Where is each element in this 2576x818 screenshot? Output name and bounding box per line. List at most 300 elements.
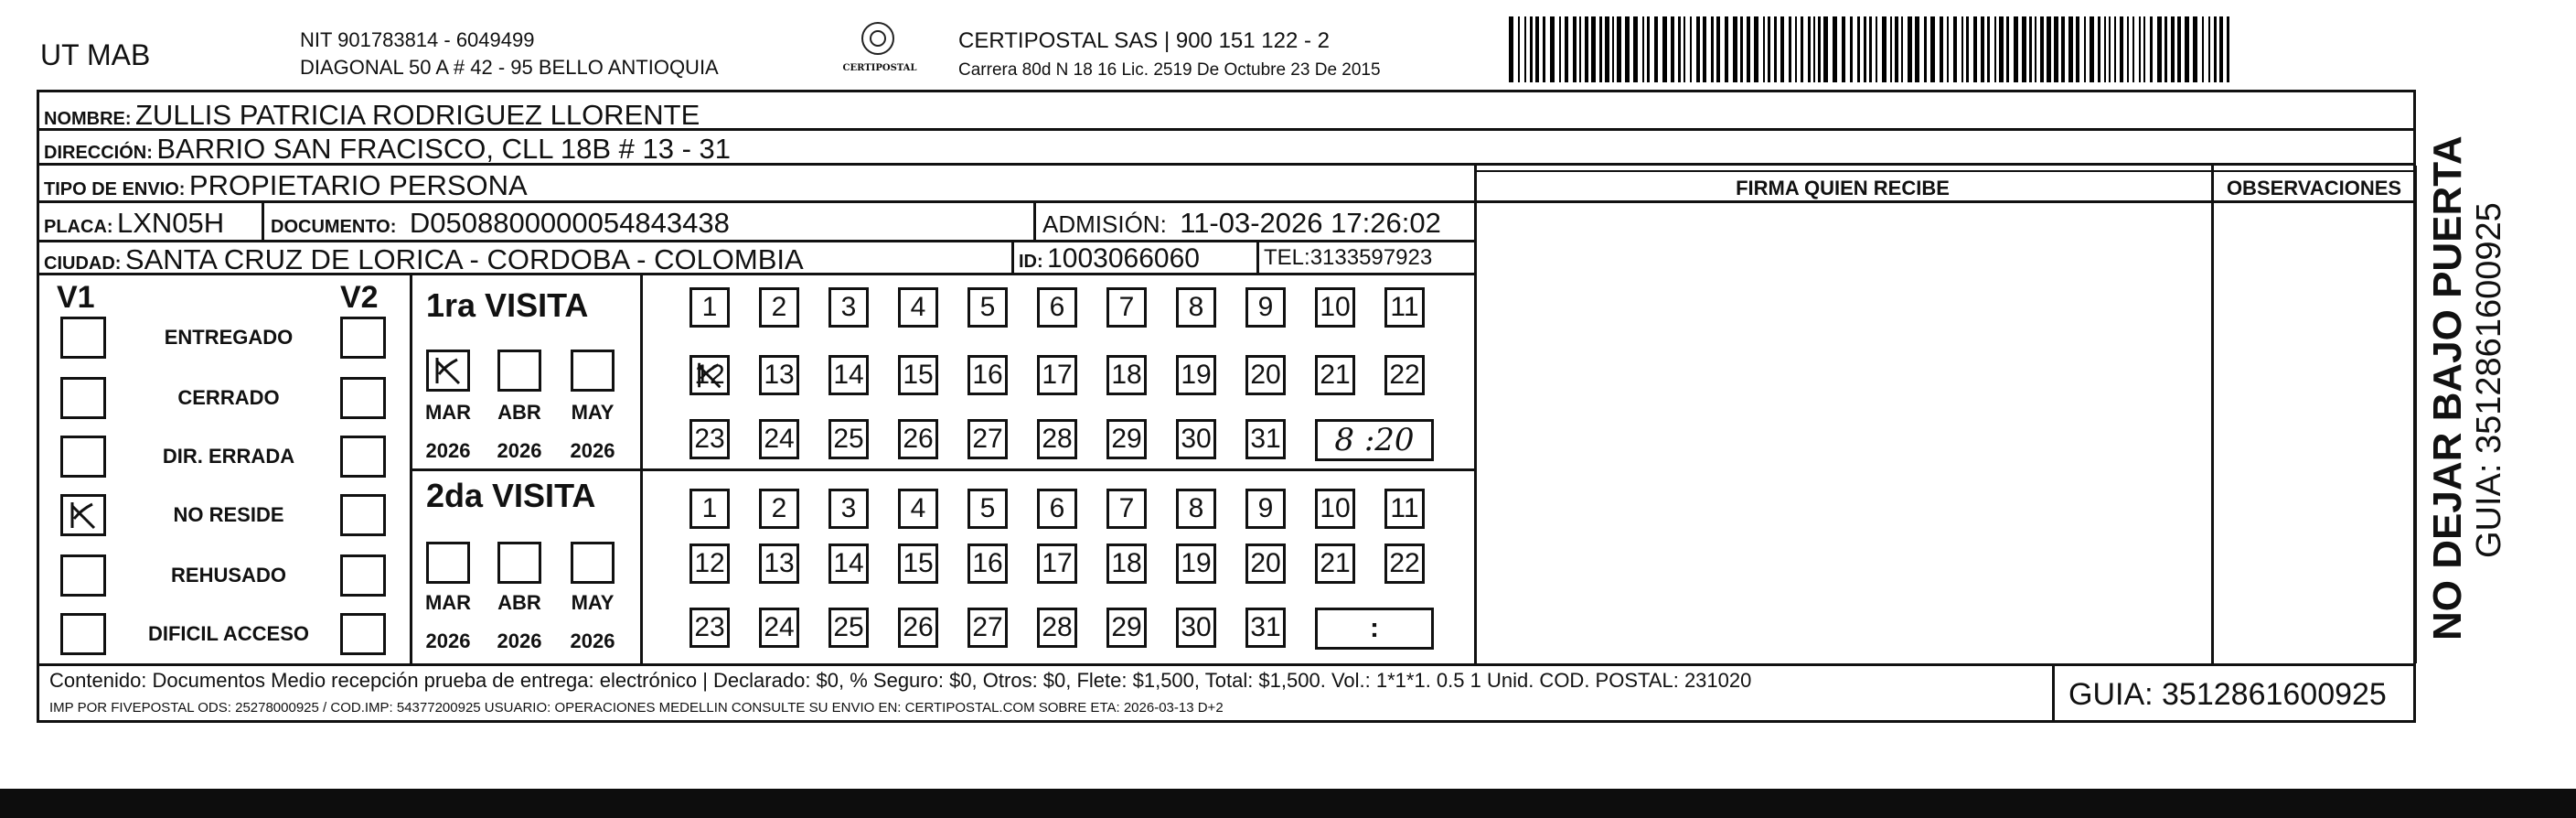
day-number: 30 [1181,424,1212,454]
barcode-bar [1842,16,1845,82]
day-number: 1 [701,493,718,523]
barcode-bar [2061,16,2065,82]
day-box[interactable] [828,419,869,459]
ciudad-value: SANTA CRUZ DE LORICA - CORDOBA - COLOMBIA [124,243,804,275]
second-visit-time[interactable] [1315,608,1434,650]
day-box[interactable] [1176,355,1216,395]
day-number: 19 [1181,548,1212,578]
v1-checkbox[interactable] [60,554,106,597]
barcode-bar [2177,16,2181,82]
day-box[interactable] [1106,419,1147,459]
barcode-bar [2076,16,2079,82]
barcode-bar [2219,16,2223,82]
barcode-bar [2090,16,2094,82]
year-label: 2026 [425,439,471,462]
day-number: 4 [910,493,926,523]
month-label: ABR [497,591,541,614]
barcode-bar [1795,16,1797,82]
day-box[interactable] [967,608,1008,648]
barcode-bar [1550,16,1555,82]
v2-header: V2 [340,280,379,315]
day-box[interactable] [1037,419,1077,459]
day-number: 13 [764,360,795,390]
day-box[interactable] [967,355,1008,395]
day-box[interactable] [1245,419,1286,459]
day-box[interactable] [1106,355,1147,395]
barcode-bar [1780,16,1784,82]
barcode-bar [2104,16,2106,82]
admision-row [1042,209,1441,237]
day-box[interactable] [1176,419,1216,459]
day-box[interactable] [898,608,938,648]
barcode-bar [1801,16,1803,82]
v1-checkbox[interactable] [60,613,106,655]
month-label: ABR [497,401,541,424]
time-value: 8 :20 [1334,422,1415,458]
barcode-bar [1518,16,1520,82]
day-number: 26 [903,612,934,642]
barcode-bar [1890,16,1892,82]
barcode-bar [1818,16,1821,82]
day-box[interactable] [898,355,938,395]
day-number: 17 [1042,360,1073,390]
status-label: DIR. ERRADA [162,445,295,468]
day-number: 18 [1111,548,1142,578]
day-number: 18 [1111,360,1142,390]
month-label: MAY [571,591,615,614]
v2-checkbox[interactable] [340,613,386,655]
barcode-bar [1895,16,1898,82]
day-box[interactable] [898,287,938,328]
direccion-value: BARRIO SAN FRACISCO, CLL 18B # 13 - 31 [156,133,732,165]
day-box[interactable] [759,608,799,648]
barcode-bar [1696,16,1700,82]
day-box[interactable] [1037,608,1077,648]
barcode [1507,13,2235,86]
barcode-bar [1940,16,1943,82]
day-box[interactable] [689,355,730,395]
day-number: 14 [833,360,864,390]
barcode-bar [2202,16,2204,82]
barcode-bar [2098,16,2100,82]
day-number: 12 [694,360,725,390]
day-box[interactable] [1176,287,1216,328]
contenido-text: Contenido: Documentos Medio recepción prueba de entrega: electrónico | Declarado: $0, % Seguro: $0, Otros: $0, Flete: $1,500, Total: $1,500. Vol.: 1*1*1. 0.5 1 Unid. COD. POSTAL: 231020 [49,669,1752,692]
barcode-bar [2127,16,2129,82]
barcode-bar [1642,16,1644,82]
barcode-bar [1591,16,1596,82]
day-number: 2 [771,493,787,523]
day-box[interactable] [759,489,799,529]
day-number: 9 [1257,493,1274,523]
day-number: 5 [979,493,996,523]
barcode-bar [2164,16,2167,82]
barcode-bar [1823,16,1828,82]
day-number: 27 [972,612,1003,642]
day-box[interactable] [828,287,869,328]
day-number: 24 [764,612,795,642]
day-box[interactable] [759,355,799,395]
day-number: 24 [764,424,795,454]
day-box[interactable] [1384,544,1425,584]
day-box[interactable] [898,544,938,584]
barcode-bar [1833,16,1837,82]
day-box[interactable] [1106,489,1147,529]
day-number: 8 [1188,493,1204,523]
day-box[interactable] [689,608,730,648]
barcode-bar [2014,16,2018,82]
barcode-bar [1864,16,1866,82]
barcode-bar [2109,16,2111,82]
barcode-bar [2132,16,2134,82]
barcode-bar [2084,16,2086,82]
day-number: 15 [903,360,934,390]
day-box[interactable] [689,489,730,529]
barcode-bar [1625,16,1630,82]
day-number: 31 [1250,612,1281,642]
day-box[interactable] [1315,287,1355,328]
barcode-bar [1612,16,1614,82]
day-number: 29 [1111,612,1142,642]
barcode-bar [2120,16,2123,82]
day-number: 20 [1250,548,1281,578]
day-box[interactable] [1106,544,1147,584]
barcode-bar [2193,16,2197,82]
barcode-bar [1930,16,1935,82]
barcode-bar [2185,16,2189,82]
placa-value: LXN05H [117,207,225,239]
barcode-bar [1808,16,1811,82]
barcode-bar [1725,16,1728,82]
day-number: 28 [1042,612,1073,642]
day-number: 16 [972,360,1003,390]
barcode-bar [1994,16,1996,82]
day-box[interactable] [898,489,938,529]
id-label: ID: [1019,252,1043,272]
day-box[interactable] [1384,355,1425,395]
v1-header: V1 [57,280,95,315]
day-box[interactable] [967,287,1008,328]
day-box[interactable] [828,355,869,395]
v1-checkbox[interactable] [60,377,106,419]
day-number: 8 [1188,292,1204,322]
sender-nit: NIT 901783814 - 6049499 [300,28,535,51]
day-number: 21 [1320,548,1351,578]
day-box[interactable] [759,419,799,459]
barcode-bar [1961,16,1963,82]
certipostal-logo [841,22,918,86]
v1-checkbox[interactable] [60,317,106,359]
day-box[interactable] [1384,489,1425,529]
tel-value: 3133597923 [1309,245,1433,270]
day-number: 12 [694,548,725,578]
day-box[interactable] [689,287,730,328]
barcode-bar [1924,16,1927,82]
v2-checkbox[interactable] [340,494,386,536]
id-row [1019,245,1200,273]
barcode-bar [2139,16,2141,82]
barcode-bar [1633,16,1638,82]
status-label: ENTREGADO [164,326,294,349]
barcode-bar [1711,16,1714,82]
side-guia-text: GUIA: 3512861600925 [2470,202,2508,558]
day-number: 6 [1049,292,1065,322]
day-box[interactable] [689,419,730,459]
month-checkbox[interactable] [426,350,470,392]
day-box[interactable] [1037,287,1077,328]
month-label: MAR [424,591,472,614]
barcode-bar [2068,16,2073,82]
day-number: 29 [1111,424,1142,454]
v2-checkbox[interactable] [340,436,386,478]
day-number: 25 [833,612,864,642]
day-number: 9 [1257,292,1274,322]
documento-label: DOCUMENTO: [271,217,397,237]
month-checkbox[interactable] [571,542,615,584]
day-box[interactable] [1176,608,1216,648]
day-number: 11 [1390,493,1419,523]
day-box[interactable] [759,287,799,328]
day-number: 10 [1320,493,1351,523]
barcode-bar [1901,16,1903,82]
day-box[interactable] [1245,355,1286,395]
direccion-label: DIRECCIÓN: [44,143,153,163]
barcode-bar [1768,16,1770,82]
sender-title: UT MAB [40,38,151,71]
v1-checkbox[interactable] [60,436,106,478]
documento-value: D0508800000054843438 [409,207,730,239]
tipo-envio-row [44,171,528,199]
day-number: 2 [771,292,787,322]
barcode-bar [1565,16,1568,82]
v2-checkbox[interactable] [340,377,386,419]
year-label: 2026 [570,439,615,462]
year-label: 2026 [497,630,542,652]
day-box[interactable] [1176,489,1216,529]
barcode-bar [1882,16,1887,82]
day-number: 26 [903,424,934,454]
time-value: : [1370,613,1379,643]
day-number: 13 [764,548,795,578]
logo-caption: CERTIPOSTAL [842,63,917,73]
year-label: 2026 [497,439,542,462]
direccion-row [44,135,731,163]
ciudad-row [44,245,804,274]
imp-text: IMP POR FIVEPOSTAL ODS: 25278000925 / COD.IMP: 54377200925 USUARIO: OPERACIONES MEDELLIN CONSULTE SU ENVIO EN: CERTIPOSTAL.COM SOBRE ETA: 2026-03-13 D+2 [49,700,1224,716]
day-number: 28 [1042,424,1073,454]
barcode-bar [1678,16,1681,82]
status-label: DIFICIL ACCESO [147,622,309,645]
guia-box: GUIA: 3512861600925 [2068,677,2387,712]
status-label: NO RESIDE [173,503,284,526]
status-label: REHUSADO [171,564,286,587]
day-box[interactable] [1384,287,1425,328]
day-number: 11 [1390,292,1419,322]
barcode-bar [1524,16,1526,82]
barcode-bar [2143,16,2145,82]
barcode-bar [2035,16,2036,82]
day-box[interactable] [1106,608,1147,648]
day-number: 4 [910,292,926,322]
month-checkbox[interactable] [497,542,541,584]
day-number: 31 [1250,424,1281,454]
barcode-bar [1559,16,1561,82]
month-label: MAY [571,401,615,424]
barcode-bar [1953,16,1957,82]
year-label: 2026 [425,630,471,652]
barcode-bar [1647,16,1650,82]
day-box[interactable] [1315,355,1355,395]
barcode-bar [2029,16,2032,82]
day-number: 22 [1389,360,1420,390]
day-number: 6 [1049,493,1065,523]
day-box[interactable] [1245,489,1286,529]
day-number: 17 [1042,548,1073,578]
barcode-bar [1617,16,1621,82]
day-number: 16 [972,548,1003,578]
barcode-bar [1683,16,1685,82]
day-number: 23 [694,612,725,642]
day-number: 3 [840,292,857,322]
nombre-label: NOMBRE: [44,109,132,129]
barcode-bar [2040,16,2044,82]
day-box[interactable] [689,544,730,584]
barcode-bar [1850,16,1853,82]
month-checkbox[interactable] [497,350,541,392]
barcode-bar [2171,16,2175,82]
barcode-bar [1585,16,1588,82]
day-number: 14 [833,548,864,578]
day-box[interactable] [1315,544,1355,584]
barcode-bar [1789,16,1791,82]
day-number: 5 [979,292,996,322]
tel-label: TEL: [1264,245,1310,270]
v1-checkbox[interactable] [60,494,106,536]
barcode-bar [1869,16,1872,82]
barcode-bar [1509,16,1513,82]
barcode-bar [2214,16,2217,82]
day-box[interactable] [1245,287,1286,328]
day-number: 15 [903,548,934,578]
documento-row [271,209,730,237]
day-box[interactable] [759,544,799,584]
barcode-bar [1747,16,1750,82]
barcode-bar [1530,16,1533,82]
day-number: 30 [1181,612,1212,642]
barcode-bar [2227,16,2229,82]
barcode-bar [1987,16,1990,82]
barcode-bar [1543,16,1545,82]
barcode-bar [1813,16,1815,82]
first-visit-time[interactable] [1315,419,1434,461]
barcode-bar [1876,16,1877,82]
day-number: 1 [701,292,718,322]
barcode-bar [1573,16,1577,82]
barcode-bar [2054,16,2058,82]
no-dejar-text: NO DEJAR BAJO PUERTA [2425,135,2470,640]
signature-area[interactable] [1477,203,2211,663]
day-number: 3 [840,493,857,523]
barcode-bar [2047,16,2051,82]
ciudad-label: CIUDAD: [44,253,122,274]
nombre-row [44,101,700,129]
day-box[interactable] [1245,544,1286,584]
barcode-bar [1690,16,1692,82]
day-box[interactable] [1315,489,1355,529]
day-check-mark [692,358,727,393]
barcode-bar [1535,16,1539,82]
day-number: 10 [1320,292,1351,322]
day-box[interactable] [1245,608,1286,648]
month-label: MAR [424,401,472,424]
tipo-envio-label: TIPO DE ENVIO: [44,179,186,199]
admision-value: 11-03-2026 17:26:02 [1180,207,1441,239]
year-label: 2026 [570,630,615,652]
day-number: 23 [694,424,725,454]
barcode-bar [1671,16,1674,82]
day-number: 27 [972,424,1003,454]
observations-area[interactable] [2214,203,2414,663]
sender-address: DIAGONAL 50 A # 42 - 95 BELLO ANTIOQUIA [300,56,719,79]
firma-label: FIRMA QUIEN RECIBE [1736,177,1950,199]
day-box[interactable] [1176,544,1216,584]
day-number: 22 [1389,548,1420,578]
barcode-bar [1716,16,1720,82]
tipo-envio-value: PROPIETARIO PERSONA [188,169,528,201]
day-box[interactable] [1037,489,1077,529]
month-checkbox[interactable] [426,542,470,584]
barcode-bar [1763,16,1765,82]
day-box[interactable] [828,544,869,584]
day-box[interactable] [898,419,938,459]
barcode-bar [1654,16,1658,82]
day-box[interactable] [967,419,1008,459]
placa-row [44,209,224,237]
barcode-bar [1966,16,1969,82]
barcode-bar [1857,16,1860,82]
barcode-bar [1947,16,1949,82]
nombre-value: ZULLIS PATRICIA RODRIGUEZ LLORENTE [135,99,700,131]
barcode-bar [1703,16,1706,82]
placa-label: PLACA: [44,217,113,237]
barcode-bar [2157,16,2162,82]
v2-checkbox[interactable] [340,554,386,597]
barcode-bar [1915,16,1919,82]
day-number: 25 [833,424,864,454]
barcode-bar [2022,16,2026,82]
day-number: 19 [1181,360,1212,390]
day-box[interactable] [1037,355,1077,395]
barcode-bar [1999,16,2004,82]
barcode-bar [1740,16,1743,82]
day-box[interactable] [1037,544,1077,584]
tel-row [1264,247,1432,269]
day-number: 7 [1118,292,1135,322]
day-box[interactable] [828,489,869,529]
scan-edge-bar [0,789,2576,818]
day-number: 7 [1118,493,1135,523]
day-box[interactable] [1106,287,1147,328]
day-number: 20 [1250,360,1281,390]
month-checkbox[interactable] [571,350,615,392]
day-box[interactable] [828,608,869,648]
day-box[interactable] [967,544,1008,584]
day-box[interactable] [967,489,1008,529]
observaciones-label: OBSERVACIONES [2226,177,2402,199]
v2-checkbox[interactable] [340,317,386,359]
barcode-bar [1579,16,1581,82]
courier-name: CERTIPOSTAL SAS | 900 151 122 - 2 [958,28,1330,53]
